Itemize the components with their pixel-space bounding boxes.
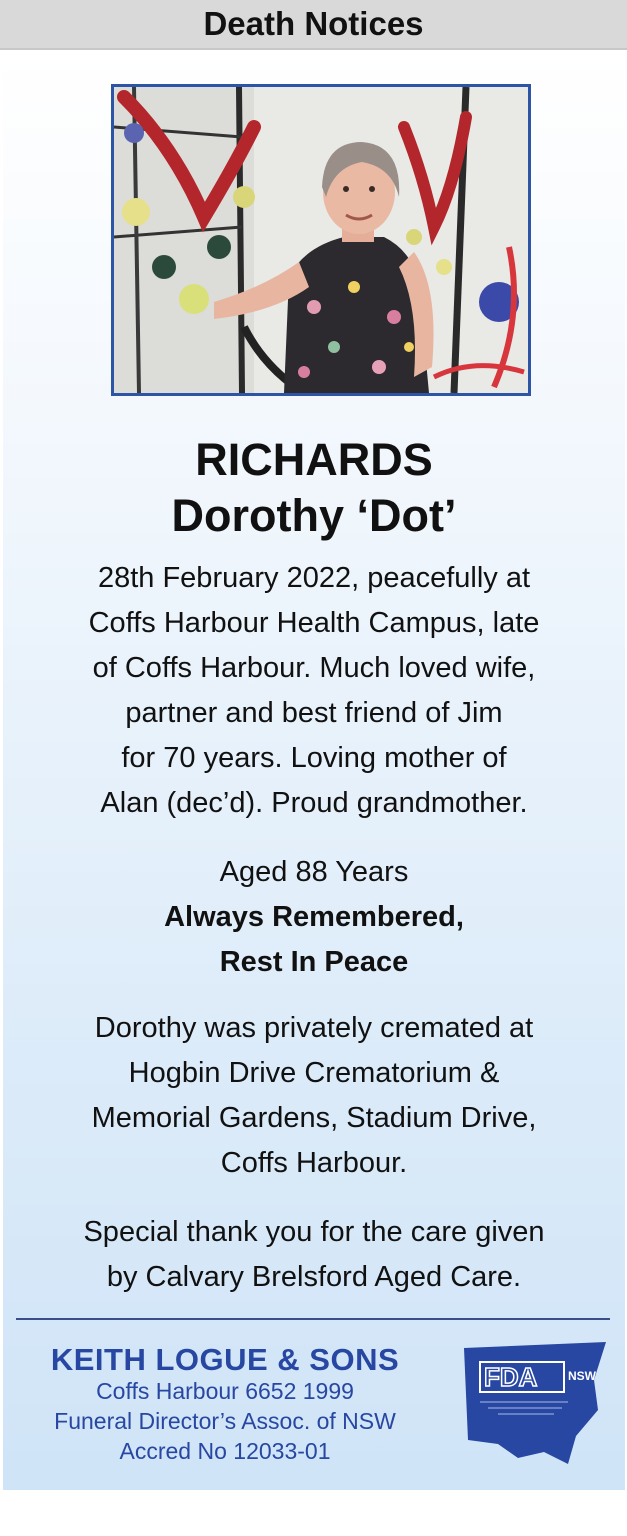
text-line: for 70 years. Loving mother of: [121, 742, 507, 774]
notice-paragraph: [3, 556, 625, 826]
text-line: 28th February 2022, peacefully at: [97, 562, 531, 594]
service-paragraph: [3, 1006, 625, 1186]
text-line: Coffs Harbour.: [220, 1147, 408, 1179]
thanks-paragraph: [3, 1210, 625, 1300]
age-line: Aged 88 Years: [219, 856, 409, 888]
surname: RICHARDS: [195, 434, 433, 485]
text-line: by Calvary Brelsford Aged Care.: [106, 1261, 522, 1293]
remembrance-line: Rest In Peace: [219, 946, 409, 978]
remembrance-line: Always Remembered,: [164, 901, 464, 933]
text-line: Special thank you for the care given: [83, 1216, 545, 1248]
fda-nsw-logo: [458, 1340, 610, 1466]
text-line: of Coffs Harbour. Much loved wife,: [92, 652, 536, 684]
text-line: partner and best friend of Jim: [125, 697, 503, 729]
page-header: [0, 0, 627, 50]
funeral-director-accreditation: Accred No 12033-01: [119, 1438, 331, 1464]
funeral-director-name: KEITH LOGUE & SONS: [50, 1342, 400, 1377]
photo-image: [114, 87, 528, 393]
text-line: Coffs Harbour Health Campus, late: [88, 607, 540, 639]
funeral-director-association: Funeral Director’s Assoc. of NSW: [54, 1408, 396, 1434]
death-notice: [3, 52, 625, 1490]
funeral-director-phone: Coffs Harbour 6652 1999: [96, 1378, 354, 1404]
text-line: Hogbin Drive Crematorium &: [128, 1057, 500, 1089]
deceased-photo: [111, 84, 531, 396]
text-line: Memorial Gardens, Stadium Drive,: [91, 1102, 537, 1134]
page-title: Death Notices: [203, 5, 424, 42]
svg-text:NSW: NSW: [568, 1369, 596, 1383]
text-line: Alan (dec’d). Proud grandmother.: [100, 787, 528, 819]
age-block: [3, 850, 625, 985]
text-line: Dorothy was privately cremated at: [94, 1012, 534, 1044]
svg-text:FDA: FDA: [484, 1362, 538, 1392]
divider: [16, 1318, 610, 1320]
given-name: Dorothy ‘Dot’: [171, 490, 457, 541]
